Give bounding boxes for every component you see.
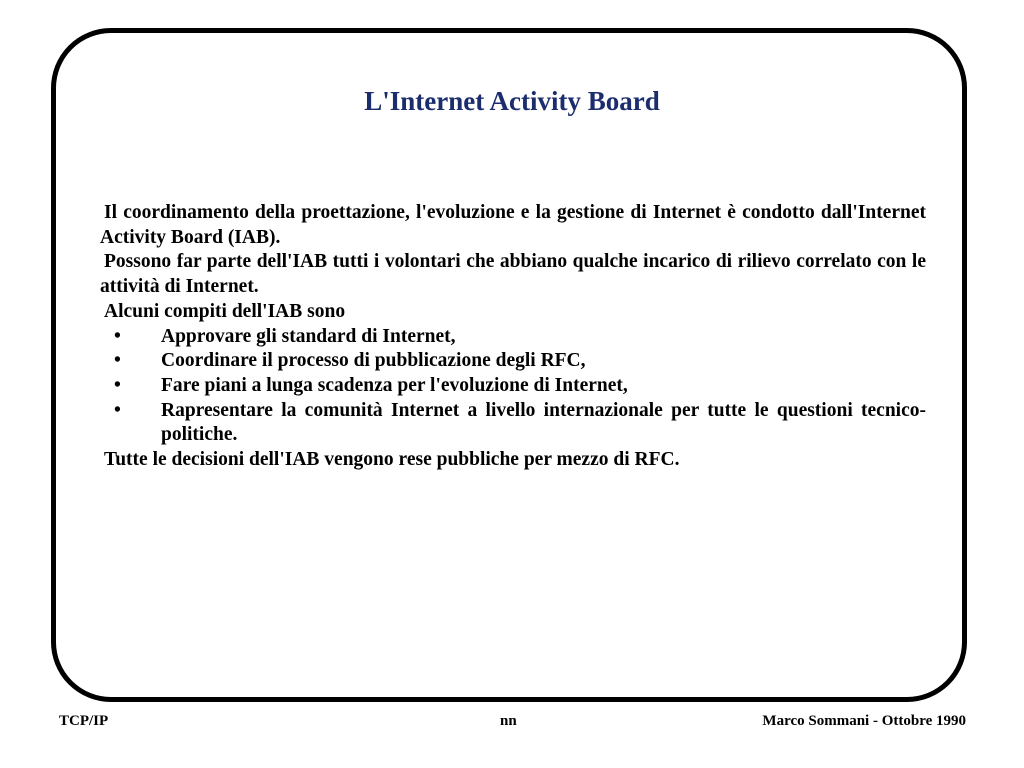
list-item-text: Fare piani a lunga scadenza per l'evoluzione di Internet, [161, 374, 628, 396]
closing-statement: Tutte le decisioni dell'IAB vengono rese pubbliche per mezzo di RFC. [104, 449, 680, 471]
list-item [100, 349, 926, 374]
paragraph-coordination: Il coordinamento della proettazione, l'evoluzione e la gestione di Internet è condotto dall'Internet Activity Board (IAB). [100, 202, 926, 248]
task-list [100, 325, 926, 449]
slide-title: L'Internet Activity Board [364, 86, 660, 116]
bullet-icon: • [114, 350, 121, 372]
list-item [100, 374, 926, 399]
list-item-text: Approvare gli standard di Internet, [161, 325, 456, 347]
paragraph-membership: Possono far parte dell'IAB tutti i volontari che abbiano qualche incarico di rilievo correlato con le attività di Internet. [100, 251, 926, 298]
footer-course-label: TCP/IP [59, 713, 109, 729]
footer-author-date: Marco Sommani - Ottobre 1990 [762, 713, 966, 729]
footer-page-number: nn [500, 713, 517, 729]
bullet-icon: • [114, 374, 121, 396]
list-item [100, 399, 926, 448]
bullet-icon: • [114, 325, 121, 347]
list-item-text: Coordinare il processo di pubblicazione degli RFC, [161, 350, 586, 372]
list-item [100, 325, 926, 350]
list-item-text: Rapresentare la comunità Internet a livello internazionale per tutte le questioni tecnico-politiche. [161, 399, 926, 446]
slide-body [100, 201, 926, 473]
list-intro: Alcuni compiti dell'IAB sono [104, 300, 346, 322]
bullet-icon: • [114, 399, 121, 421]
